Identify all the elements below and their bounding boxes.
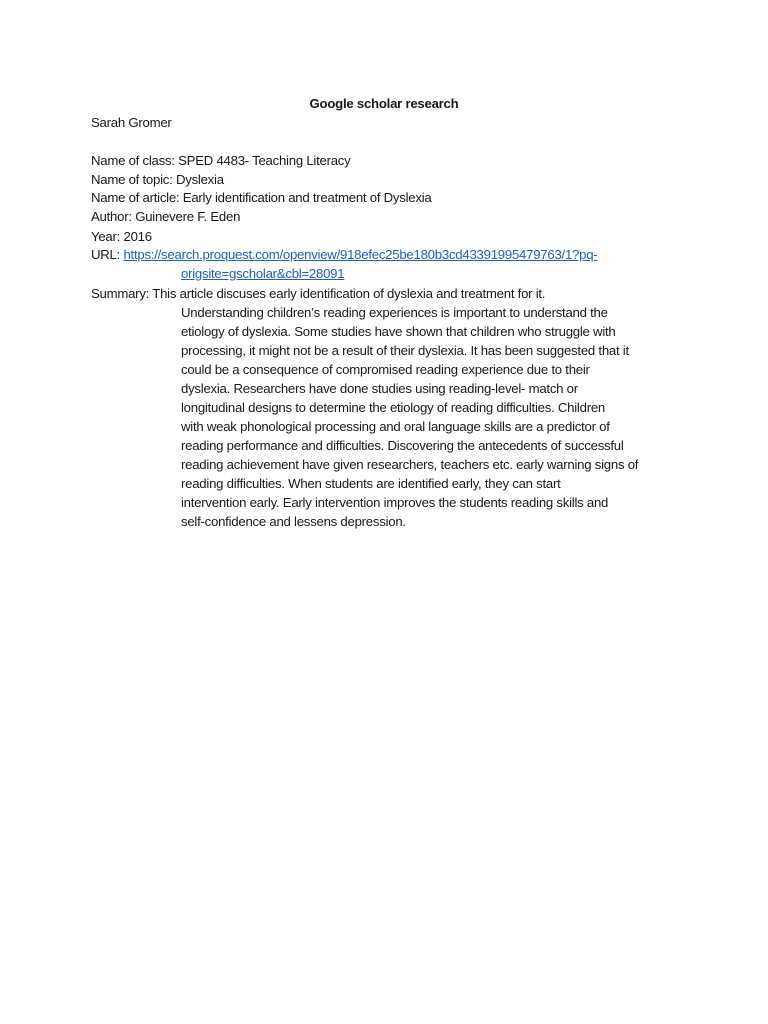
url-label: URL: — [91, 247, 121, 262]
summary-line: longitudinal designs to determine the etiology of reading difficulties. Children — [181, 400, 606, 415]
summary-line: reading difficulties. When students are identified early, they can start — [181, 476, 561, 491]
summary-line: processing, it might not be a result of their dyslexia. It has been suggested that it — [181, 343, 629, 358]
topic-field — [91, 171, 224, 189]
class-value: SPED 4483- Teaching Literacy — [178, 153, 351, 168]
url-link-line1[interactable]: https://search.proquest.com/openview/918efec25be180b3cd43391995479763/1?pq- — [123, 247, 598, 262]
article-value: Early identification and treatment of Dyslexia — [182, 190, 432, 205]
summary-line: Understanding children’s reading experiences is important to understand the — [181, 305, 608, 320]
year-value: 2016 — [123, 229, 152, 244]
summary-line: could be a consequence of compromised reading experience due to their — [181, 362, 590, 377]
document-title: Google scholar research — [309, 96, 459, 111]
year-label: Year: — [91, 229, 121, 244]
summary-line: dyslexia. Researchers have done studies using reading-level- match or — [181, 381, 578, 396]
summary-line: intervention early. Early intervention improves the students reading skills and — [181, 495, 609, 510]
topic-label: Name of topic: — [91, 172, 173, 187]
class-field — [91, 152, 351, 170]
year-field — [91, 228, 152, 246]
summary-line: etiology of dyslexia. Some studies have shown that children who struggle with — [181, 324, 616, 339]
summary-line: reading performance and difficulties. Discovering the antecedents of successful — [181, 438, 624, 453]
url-field — [91, 246, 597, 264]
author-label: Author: — [91, 209, 132, 224]
summary-line: self-confidence and lessens depression. — [181, 514, 406, 529]
url-link-line2[interactable]: origsite=gscholar&cbl=28091 — [181, 266, 345, 281]
author-value: Guinevere F. Eden — [135, 209, 241, 224]
summary-field — [91, 285, 545, 303]
summary-label: Summary: — [91, 286, 150, 301]
summary-line: reading achievement have given researchers, teachers etc. early warning signs of — [181, 457, 639, 472]
article-label: Name of article: — [91, 190, 180, 205]
student-name: Sarah Gromer — [91, 115, 172, 130]
author-field — [91, 208, 240, 226]
summary-line: This article discuses early identification of dyslexia and treatment for it. — [152, 286, 546, 301]
summary-body — [181, 303, 681, 531]
article-field — [91, 189, 432, 207]
url-continuation — [181, 265, 344, 283]
summary-line: with weak phonological processing and oral language skills are a predictor of — [181, 419, 610, 434]
class-label: Name of class: — [91, 153, 175, 168]
topic-value: Dyslexia — [175, 172, 224, 187]
